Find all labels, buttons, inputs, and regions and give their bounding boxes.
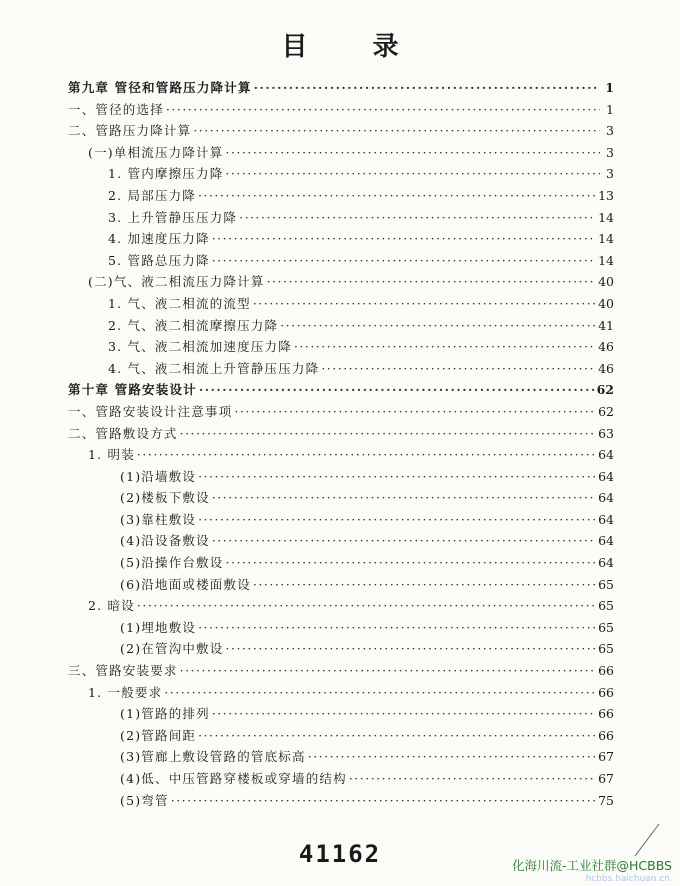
- toc-entry[interactable]: [68, 380, 614, 402]
- leader-dots: [199, 382, 595, 397]
- leader-dots: [212, 253, 596, 268]
- toc-entry-label: (二)气、液二相流压力降计算: [88, 274, 265, 290]
- table-of-contents: [68, 78, 614, 812]
- toc-entry[interactable]: [68, 618, 614, 640]
- toc-entry[interactable]: [68, 121, 614, 143]
- watermark-text: 化海川流-工业社群@HCBBS: [511, 858, 672, 873]
- toc-entry-label: 3. 上升管静压压力降: [108, 209, 238, 225]
- leader-dots: [198, 620, 596, 635]
- toc-entry-label: (5)弯管: [120, 792, 169, 808]
- toc-entry[interactable]: [68, 726, 614, 748]
- toc-entry[interactable]: [68, 424, 614, 446]
- toc-entry[interactable]: [68, 488, 614, 510]
- leader-dots: [212, 490, 596, 505]
- toc-entry-page: 14: [598, 252, 614, 268]
- leader-dots: [198, 512, 596, 527]
- toc-entry[interactable]: [68, 683, 614, 705]
- watermark-url: hcbbs.haichuan.cn: [585, 874, 670, 884]
- leader-dots: [171, 793, 596, 808]
- leader-dots: [198, 188, 596, 203]
- leader-dots: [234, 404, 596, 419]
- toc-entry-page: 65: [598, 619, 614, 635]
- toc-entry-label: (4)低、中压管路穿楼板或穿墙的结构: [120, 771, 347, 786]
- toc-entry-page: 65: [598, 598, 614, 614]
- toc-entry-page: 13: [598, 187, 614, 203]
- toc-entry[interactable]: [68, 272, 614, 294]
- toc-entry-label: (5)沿操作台敷设: [120, 555, 224, 571]
- leader-dots: [137, 447, 596, 462]
- toc-entry-page: 3: [606, 166, 614, 182]
- leader-dots: [226, 641, 597, 656]
- toc-entry-page: 67: [598, 771, 614, 786]
- leader-dots: [166, 102, 600, 117]
- toc-entry-page: 14: [598, 209, 614, 225]
- toc-entry-label: 三、管路安装要求: [68, 663, 178, 679]
- toc-entry-page: 63: [598, 425, 614, 441]
- toc-entry-label: 第九章 管径和管路压力降计算: [68, 80, 252, 95]
- toc-entry[interactable]: [68, 164, 614, 186]
- toc-entry-label: 一、管径的选择: [68, 101, 164, 117]
- toc-entry[interactable]: [68, 467, 614, 489]
- toc-entry-label: 3. 气、液二相流加速度压力降: [108, 339, 292, 355]
- leader-dots: [225, 145, 600, 160]
- page-title: 目 录: [281, 32, 427, 62]
- toc-entry-page: 1: [605, 80, 614, 95]
- toc-entry-page: 66: [598, 727, 614, 743]
- toc-entry-label: (1)埋地敷设: [120, 619, 197, 635]
- leader-dots: [254, 80, 600, 95]
- toc-entry[interactable]: [68, 791, 614, 813]
- leader-dots: [253, 577, 596, 592]
- toc-entry-label: 1. 管内摩擦压力降: [108, 166, 224, 182]
- toc-entry[interactable]: [68, 316, 614, 338]
- toc-entry-label: 第十章 管路安装设计: [68, 382, 197, 398]
- leader-dots: [137, 598, 596, 613]
- leader-dots: [212, 706, 596, 721]
- toc-entry-page: 62: [596, 382, 614, 398]
- toc-entry-page: 3: [606, 144, 614, 160]
- leader-dots: [180, 663, 596, 678]
- toc-entry[interactable]: [68, 769, 614, 791]
- toc-entry-label: (6)沿地面或楼面敷设: [120, 576, 251, 592]
- toc-entry-page: 67: [598, 749, 614, 765]
- toc-entry-label: 2. 局部压力降: [108, 187, 196, 203]
- toc-entry[interactable]: [68, 704, 614, 726]
- page-footer-number: 41162: [298, 840, 382, 868]
- leader-dots: [212, 533, 596, 548]
- toc-entry-label: (一)单相流压力降计算: [88, 144, 224, 160]
- toc-entry-page: 66: [598, 706, 614, 722]
- toc-entry-page: 66: [598, 663, 614, 679]
- toc-entry[interactable]: [68, 747, 614, 769]
- toc-entry-label: (3)靠柱敷设: [120, 511, 197, 527]
- leader-dots: [349, 771, 596, 786]
- toc-entry-label: 5. 管路总压力降: [108, 252, 210, 268]
- leader-dots: [239, 210, 596, 225]
- toc-entry-page: 40: [598, 295, 614, 311]
- leader-dots: [321, 361, 596, 376]
- toc-entry-label: 二、管路敷设方式: [68, 425, 178, 441]
- leader-dots: [280, 318, 596, 333]
- leader-dots: [294, 339, 596, 354]
- toc-entry-page: 41: [598, 317, 614, 333]
- toc-entry[interactable]: [68, 251, 614, 273]
- toc-entry-page: 64: [598, 447, 614, 463]
- toc-entry-page: 1: [606, 101, 614, 117]
- leader-dots: [267, 274, 597, 289]
- toc-entry-label: 4. 气、液二相流上升管静压压力降: [108, 360, 320, 376]
- toc-entry-page: 65: [598, 576, 614, 592]
- toc-entry-label: 二、管路压力降计算: [68, 123, 192, 139]
- toc-entry-label: (1)管路的排列: [120, 706, 210, 722]
- toc-entry-label: 4. 加速度压力降: [108, 231, 210, 247]
- toc-entry-page: 64: [598, 555, 614, 571]
- leader-dots: [164, 685, 596, 700]
- leader-dots: [212, 231, 596, 246]
- toc-entry[interactable]: [68, 402, 614, 424]
- toc-entry[interactable]: [68, 208, 614, 230]
- toc-entry[interactable]: [68, 661, 614, 683]
- toc-entry[interactable]: [68, 294, 614, 316]
- toc-entry-label: 2. 暗设: [88, 598, 135, 614]
- toc-entry[interactable]: [68, 100, 614, 122]
- toc-entry-page: 66: [598, 684, 614, 700]
- toc-entry-page: 75: [598, 792, 614, 808]
- toc-entry-label: 1. 明装: [88, 447, 135, 463]
- toc-entry-page: 62: [598, 403, 614, 419]
- toc-entry-label: (2)管路间距: [120, 727, 197, 743]
- toc-entry-label: (2)在管沟中敷设: [120, 641, 224, 657]
- toc-entry[interactable]: [68, 575, 614, 597]
- toc-entry-page: 65: [598, 641, 614, 657]
- toc-entry-page: 3: [606, 123, 614, 139]
- toc-entry-label: (2)楼板下敷设: [120, 490, 210, 506]
- toc-entry[interactable]: [68, 78, 614, 100]
- toc-entry[interactable]: [68, 143, 614, 165]
- toc-entry-label: 1. 一般要求: [88, 684, 163, 700]
- leader-dots: [198, 728, 596, 743]
- toc-entry-page: 46: [598, 339, 614, 355]
- toc-entry-page: 64: [598, 533, 614, 549]
- toc-entry[interactable]: [68, 359, 614, 381]
- leader-dots: [225, 166, 600, 181]
- leader-dots: [226, 555, 597, 570]
- toc-entry[interactable]: [68, 337, 614, 359]
- toc-entry[interactable]: [68, 445, 614, 467]
- toc-entry-page: 14: [598, 231, 614, 247]
- toc-entry-page: 64: [598, 468, 614, 484]
- toc-entry[interactable]: [68, 596, 614, 618]
- toc-entry[interactable]: [68, 639, 614, 661]
- toc-entry-label: 一、管路安装设计注意事项: [68, 403, 233, 419]
- leader-dots: [198, 469, 596, 484]
- toc-entry-page: 40: [598, 274, 614, 290]
- leader-dots: [193, 123, 600, 138]
- leader-dots: [308, 749, 596, 764]
- toc-entry[interactable]: [68, 229, 614, 251]
- toc-entry-label: (3)管廊上敷设管路的管底标高: [120, 749, 306, 765]
- toc-entry[interactable]: [68, 510, 614, 532]
- leader-dots: [180, 426, 596, 441]
- toc-entry-page: 64: [598, 490, 614, 506]
- toc-entry[interactable]: [68, 531, 614, 553]
- toc-entry[interactable]: [68, 553, 614, 575]
- leader-dots: [253, 296, 596, 311]
- toc-entry-label: (4)沿设备敷设: [120, 533, 210, 549]
- toc-entry-label: 2. 气、液二相流摩擦压力降: [108, 317, 279, 333]
- toc-entry-page: 46: [598, 360, 614, 376]
- toc-entry[interactable]: [68, 186, 614, 208]
- toc-entry-page: 64: [598, 511, 614, 527]
- toc-entry-label: 1. 气、液二相流的流型: [108, 295, 251, 311]
- toc-entry-label: (1)沿墙敷设: [120, 468, 197, 484]
